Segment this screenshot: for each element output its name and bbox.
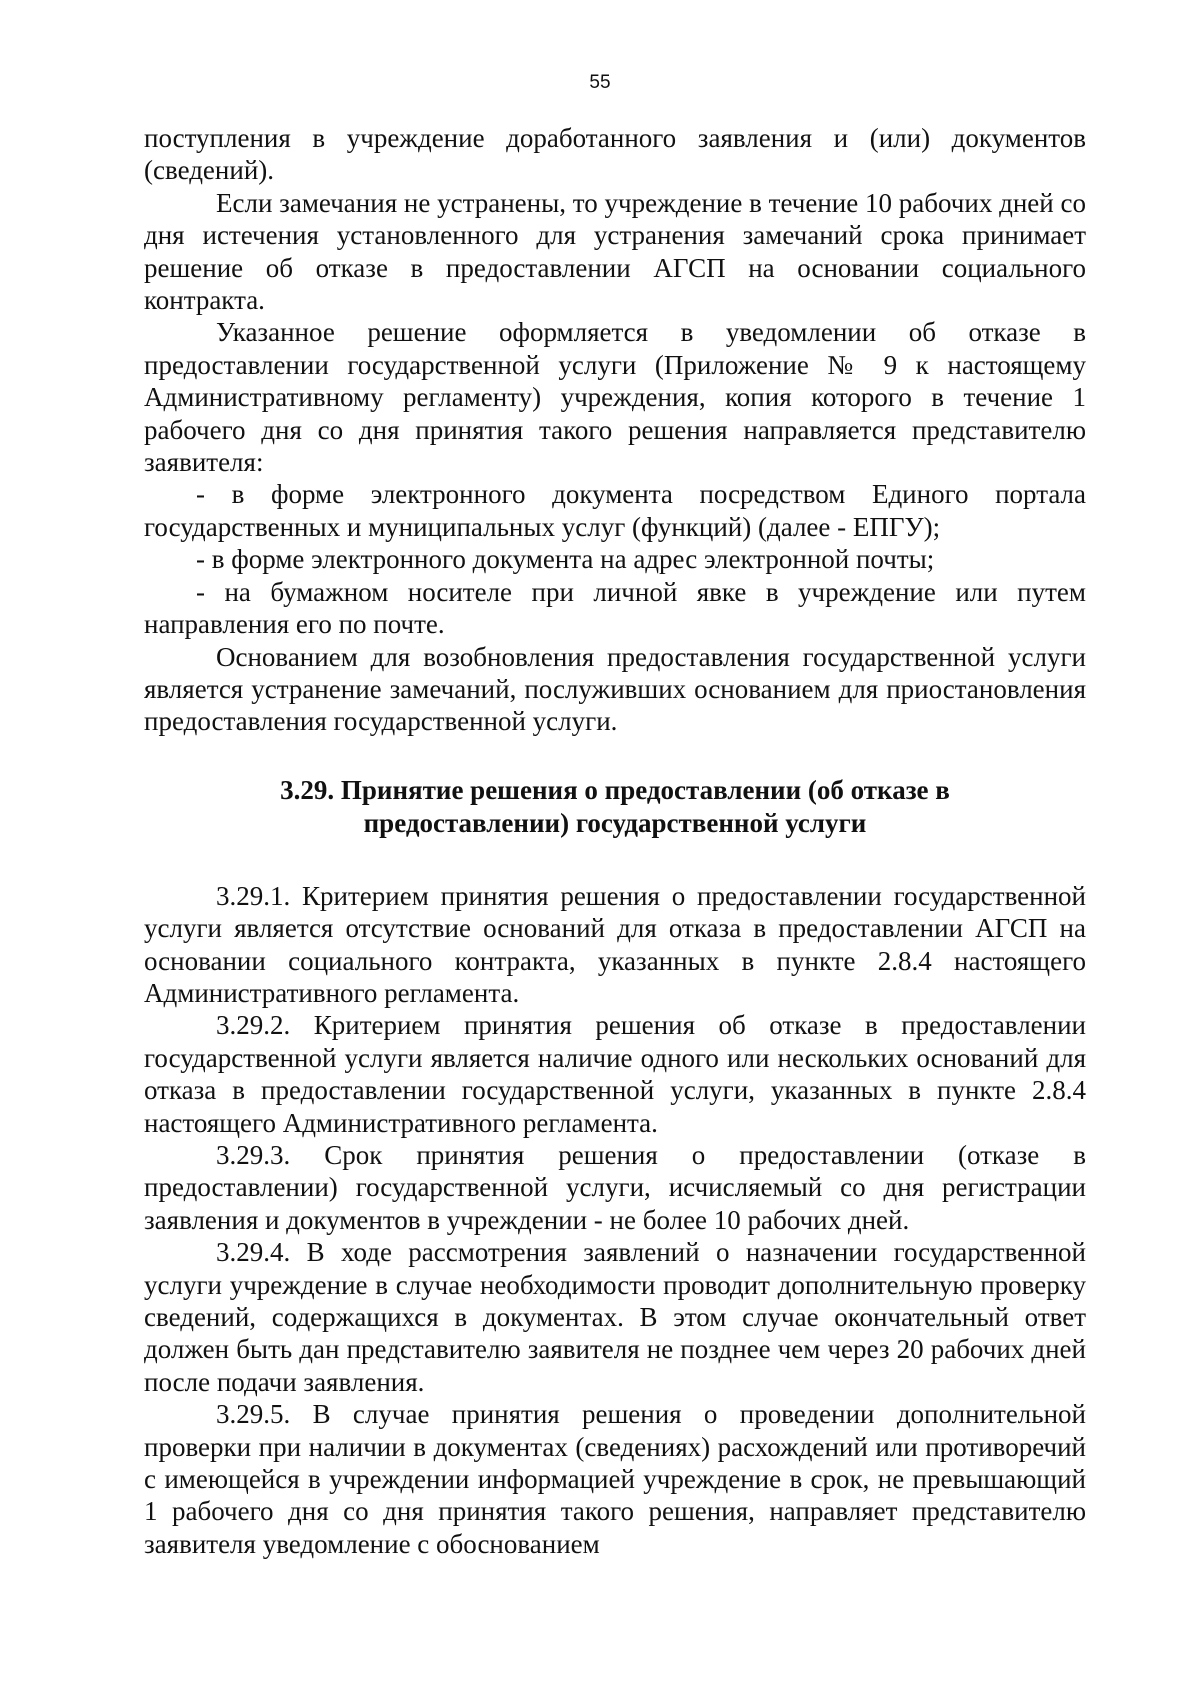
- paragraph-resumption: Основанием для возобновления предоставления государственной услуги является устранение замечаний, послуживших основанием для приостановления предоставления государственной услуги.: [144, 641, 1086, 737]
- clause-3-29-1: 3.29.1. Критерием принятия решения о предоставлении государственной услуги является отсутствие оснований для отказа в предоставлении АГСП на основании социального контракта, указанных в пункте 2.8.4 настоящего Административного регламента.: [144, 880, 1086, 1008]
- section-heading: [144, 774, 1086, 840]
- list-item-paper: - на бумажном носителе при личной явке в учреждение или путем направления его по почте.: [144, 576, 1086, 640]
- clause-3-29-4: 3.29.4. В ходе рассмотрения заявлений о назначении государственной услуги учреждение в случае необходимости проводит дополнительную проверку сведений, содержащихся в документах. В этом случае окончательный ответ должен быть дан представителю заявителя не позднее чем через 20 рабочих дней после подачи заявления.: [144, 1237, 1086, 1397]
- clause-3-29-3: 3.29.3. Срок принятия решения о предоставлении (отказе в предоставлении) государственной услуги, исчисляемый со дня регистрации заявления и документов в учреждении - не более 10 рабочих дней.: [144, 1139, 1086, 1235]
- paragraph-remarks-not-fixed: Если замечания не устранены, то учреждение в течение 10 рабочих дней со дня истечения установленного для устранения замечаний срока принимает решение об отказе в предоставлении АГСП на основании социального контракта.: [144, 187, 1086, 316]
- clause-3-29-2: 3.29.2. Критерием принятия решения об отказе в предоставлении государственной услуги является наличие одного или нескольких оснований для отказа в предоставлении государственной услуги, указанных в пункте 2.8.4 настоящего Административного регламента.: [144, 1010, 1086, 1138]
- list-item-email: - в форме электронного документа на адрес электронной почты;: [196, 544, 935, 575]
- section-heading-line2: предоставлении) государственной услуги: [363, 807, 867, 838]
- list-item-epgu: - в форме электронного документа посредством Единого портала государственных и муниципальных услуг (функций) (далее - ЕПГУ);: [144, 479, 1086, 542]
- continuation-paragraph: поступления в учреждение доработанного заявления и (или) документов (сведений).: [144, 123, 1086, 186]
- page-number: 55: [589, 72, 611, 93]
- clause-3-29-5: 3.29.5. В случае принятия решения о проведении дополнительной проверки при наличии в документах (сведениях) расхождений или противоречий с имеющейся в учреждении информацией учреждение в срок, не превышающий 1 рабочего дня со дня принятия такого решения, направляет представителю заявителя уведомление с обоснованием: [144, 1399, 1086, 1559]
- section-heading-line1: 3.29. Принятие решения о предоставлении (об отказе в: [280, 774, 950, 805]
- document-body: [144, 122, 1086, 1560]
- paragraph-decision-notice: Указанное решение оформляется в уведомлении об отказе в предоставлении государственной услуги (Приложение № 9 к настоящему Административному регламенту) учреждения, копия которого в течение 1 рабочего дня со дня принятия такого решения направляется представителю заявителя:: [144, 317, 1086, 478]
